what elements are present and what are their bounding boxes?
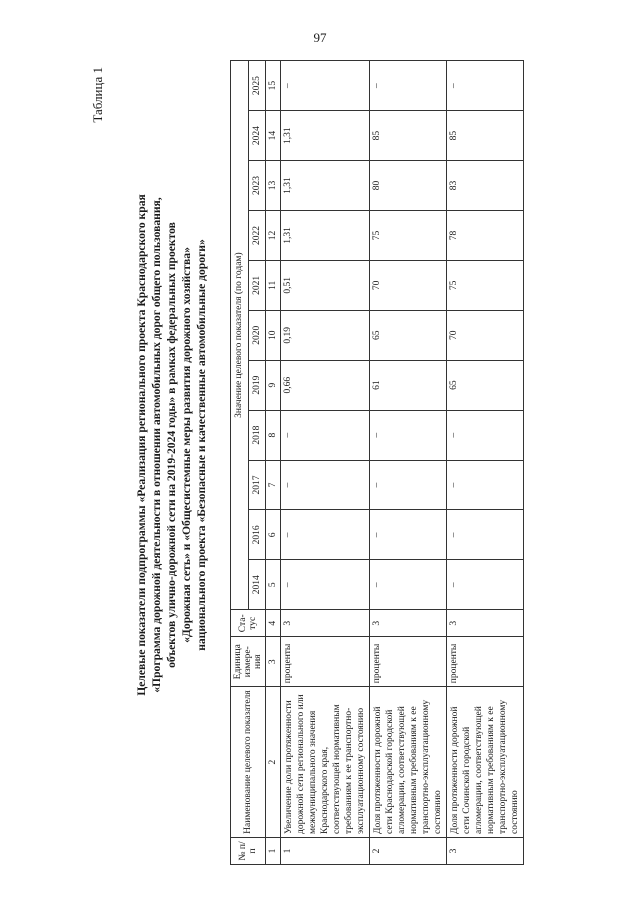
header-year: 2016 [248,510,266,560]
unit-cell: проценты [281,637,370,687]
column-number: 13 [266,161,281,211]
row-number: 2 [370,837,447,864]
value-cell: 83 [447,161,524,211]
rotated-table [230,60,610,865]
header-year: 2023 [248,161,266,211]
column-number: 14 [266,111,281,161]
page-number: 97 [313,30,327,45]
title-line: Целевые показатели подпрограммы «Реализация регионального проекта Краснодарского края [135,194,148,696]
header-year: 2024 [248,111,266,161]
value-cell: 0,66 [281,360,370,410]
value-cell: 65 [370,310,447,360]
value-cell: – [370,410,447,460]
title-line: национального проекта «Безопасные и качественные автомобильные дороги» [195,239,208,651]
value-cell: – [370,510,447,560]
header-status: Ста-тус [231,610,266,637]
header-num: № п/п [231,837,266,864]
column-number: 9 [266,360,281,410]
value-cell: – [281,460,370,510]
value-cell: 1,31 [281,211,370,261]
value-cell: – [447,460,524,510]
column-number: 4 [266,610,281,637]
value-cell: – [447,560,524,610]
header-year: 2021 [248,260,266,310]
row-number: 3 [447,837,524,864]
value-cell: – [281,560,370,610]
status-cell: 3 [447,610,524,637]
value-cell: 78 [447,211,524,261]
column-number: 7 [266,460,281,510]
value-cell: 70 [447,310,524,360]
header-values: Значение целевого показателя (по годам) [231,61,249,610]
column-number: 3 [266,637,281,687]
status-cell: 3 [281,610,370,637]
title-line: объектов улично-дорожной сети на 2019-2024 годы» в рамках федеральных проектов [165,222,178,668]
table-row [447,61,524,865]
header-year: 2018 [248,410,266,460]
value-cell: 0,19 [281,310,370,360]
header-year: 2020 [248,310,266,360]
value-cell: – [281,510,370,560]
header-year: 2014 [248,560,266,610]
column-number: 8 [266,410,281,460]
header-year: 2022 [248,211,266,261]
header-name: Наименование целевого показателя [231,687,266,838]
column-number: 11 [266,260,281,310]
value-cell: – [281,61,370,111]
value-cell: – [447,510,524,560]
header-row [231,61,249,865]
value-cell: – [370,560,447,610]
value-cell: 70 [370,260,447,310]
column-number: 5 [266,560,281,610]
header-year: 2019 [248,360,266,410]
column-number: 15 [266,61,281,111]
indicator-name: Доля протяженности дорожной сети Сочинской городской агломерации, соответствующей нормативным требованиям к ее транспортно-эксплуатационному состоянию [447,687,524,838]
table-body [281,61,524,865]
value-cell: 1,31 [281,161,370,211]
value-cell: 65 [447,360,524,410]
value-cell: 0,51 [281,260,370,310]
value-cell: – [370,61,447,111]
value-cell: – [281,410,370,460]
table-row [370,61,447,865]
unit-cell: проценты [447,637,524,687]
title-line: «Дорожная сеть» и «Общесистемные меры развития дорожного хозяйства» [180,247,193,643]
indicators-table [230,60,524,865]
column-number: 10 [266,310,281,360]
column-number: 2 [266,687,281,838]
title-line: «Программа дорожной деятельности в отношении автомобильных дорог общего пользования, [150,197,163,693]
column-number: 6 [266,510,281,560]
unit-cell: проценты [370,637,447,687]
status-cell: 3 [370,610,447,637]
value-cell: 80 [370,161,447,211]
column-number-row [266,61,281,865]
header-year: 2017 [248,460,266,510]
indicator-name: Доля протяженности дорожной сети Краснодарской городской агломерации, соответствующей нормативным требованиям к ее транспортно-эксплуатационному состоянию [370,687,447,838]
value-cell: 85 [447,111,524,161]
column-number: 1 [266,837,281,864]
table-label: Таблица 1 [90,67,105,123]
table-row [281,61,370,865]
value-cell: – [447,410,524,460]
value-cell: 75 [370,211,447,261]
value-cell: 85 [370,111,447,161]
value-cell: 61 [370,360,447,410]
column-number: 12 [266,211,281,261]
row-number: 1 [281,837,370,864]
table-title [134,75,209,815]
header-year: 2025 [248,61,266,111]
value-cell: – [447,61,524,111]
value-cell: – [370,460,447,510]
indicator-name: Увеличение доли протяженности дорожной сети регионального или межмуниципального значения Краснодарского края, соответствующей нормативным требованиям к ее транспортно-эксплуатационному состоянию [281,687,370,838]
value-cell: 1,31 [281,111,370,161]
value-cell: 75 [447,260,524,310]
header-unit: Единица измере-ния [231,637,266,687]
